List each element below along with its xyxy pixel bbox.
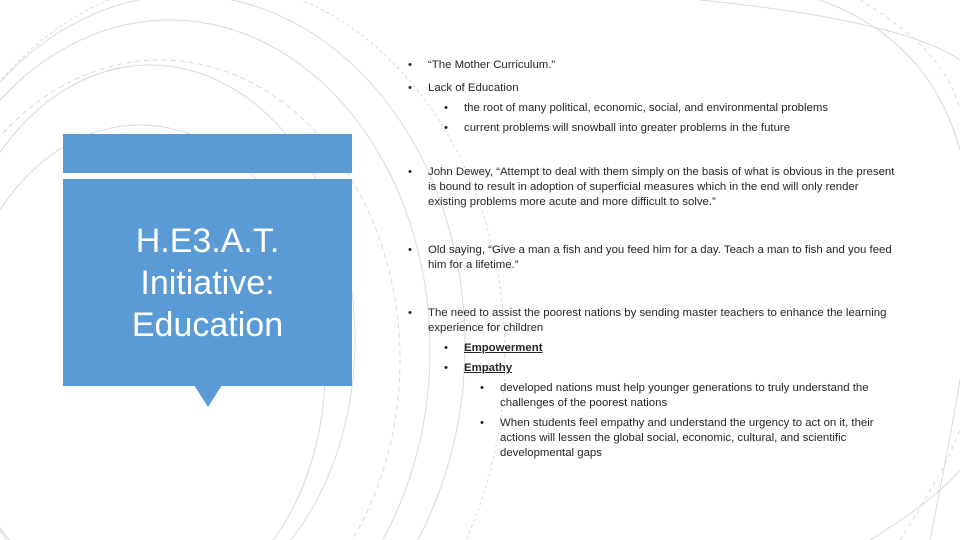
bullet-lack-of-education: • Lack of Education bbox=[406, 81, 896, 96]
bullet-list bbox=[406, 58, 896, 461]
bullet-empowerment bbox=[442, 341, 896, 356]
empathy-label: Empathy bbox=[464, 362, 513, 374]
bullet-dewey-quote: • John Dewey, “Attempt to deal with them simply on the basis of what is obvious in the present is bound to result in adoption of superficial measures which in the end will only render existing problems more acute and more difficult to solve.” bbox=[406, 165, 896, 210]
title-pointer bbox=[194, 385, 222, 407]
bullet-need-to-assist: • The need to assist the poorest nations by sending master teachers to enhance the learning experience for children bbox=[406, 306, 896, 336]
slide-title: H.E3.A.T. Initiative: Education bbox=[131, 221, 284, 344]
bullet-mother-curriculum: • “The Mother Curriculum.” bbox=[406, 58, 896, 73]
bullet-empathy bbox=[442, 361, 896, 376]
arc-line bbox=[930, 380, 960, 540]
bullet-snowball: • current problems will snowball into greater problems in the future bbox=[442, 121, 896, 136]
title-accent-bar bbox=[63, 134, 352, 173]
arc-line bbox=[870, 470, 960, 540]
bullet-old-saying: • Old saying, “Give a man a fish and you feed him for a day. Teach a man to fish and you feed him for a lifetime.” bbox=[406, 243, 896, 273]
title-box bbox=[63, 179, 352, 386]
bullet-students-empathy: • When students feel empathy and understand the urgency to act on it, their actions will lessen the global social, economic, cultural, and scientific developmental gaps bbox=[478, 416, 896, 461]
empowerment-label: Empowerment bbox=[464, 342, 543, 354]
bullet-developed-nations: • developed nations must help younger generations to truly understand the challenges of the poorest nations bbox=[478, 381, 896, 411]
arc-line bbox=[700, 0, 960, 60]
bullet-root-problems: • the root of many political, economic, social, and environmental problems bbox=[442, 101, 896, 116]
arc-line bbox=[900, 430, 960, 540]
